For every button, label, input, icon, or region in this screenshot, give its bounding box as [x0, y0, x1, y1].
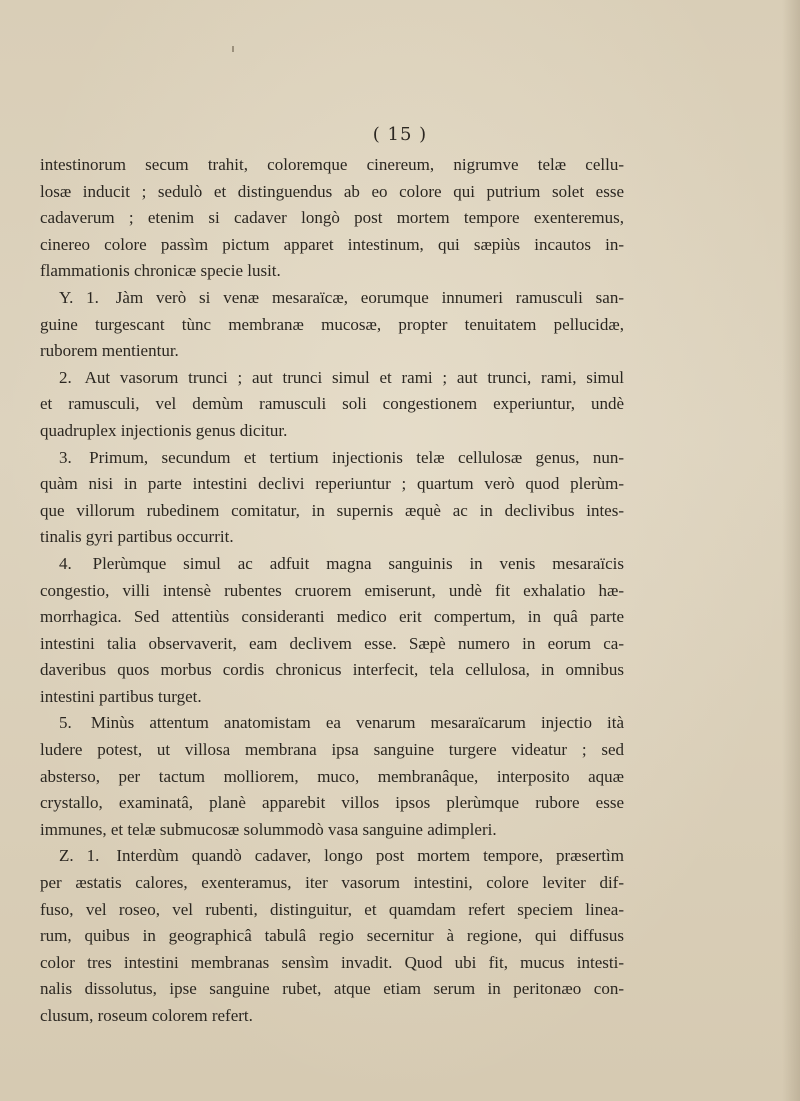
- line-text: color tres intestini membranas sensìm invadit. Quod ubi fit, mucus intesti-: [40, 952, 624, 972]
- line-text: nalis dissolutus, ipse sanguine rubet, atque etiam serum in peritonæo con-: [40, 979, 624, 999]
- paragraph-label: 2.: [59, 367, 72, 387]
- text-line: [40, 843, 624, 870]
- text-line: [40, 391, 624, 418]
- line-text: et ramusculi, vel demùm ramusculi soli congestionem experiuntur, undè: [40, 394, 624, 414]
- paragraph-label: Y. 1.: [59, 287, 99, 307]
- paragraph: [40, 152, 624, 285]
- text-line: [40, 152, 624, 179]
- line-text: per æstatis calores, exenteramus, iter vasorum intestini, colore leviter dif-: [40, 873, 624, 893]
- text-line: [40, 923, 624, 950]
- line-text: morrhagica. Sed attentiùs consideranti medico erit compertum, in quâ parte: [40, 607, 624, 627]
- line-text: losæ inducit ; sedulò et distinguendus ab eo colore qui putrium solet esse: [40, 181, 624, 201]
- paragraph-label: Z. 1.: [59, 846, 100, 866]
- text-line: [40, 258, 624, 285]
- text-line: [40, 498, 624, 525]
- text-line: [40, 817, 624, 844]
- text-line: [40, 578, 624, 605]
- line-text: quàm nisi in parte intestini declivi reperiuntur ; quartum verò quod plerùm-: [40, 474, 624, 494]
- line-text: intestinorum secum trahit, coloremque cinereum, nigrumve telæ cellu-: [40, 155, 624, 174]
- text-line: [40, 471, 624, 498]
- ink-speck: [232, 46, 234, 52]
- line-text: guine turgescant tùnc membranæ mucosæ, propter tenuitatem pellucidæ,: [40, 314, 624, 334]
- paragraph: [40, 843, 624, 1029]
- text-line: [40, 631, 624, 658]
- text-line: [40, 524, 624, 551]
- line-text: crystallo, examinatâ, planè apparebit villos ipsos plerùmque rubore esse: [40, 793, 624, 813]
- line-text: absterso, per tactum molliorem, muco, membranâque, interposito aquæ: [40, 766, 624, 786]
- line-text: Jàm verò si venæ mesaraïcæ, eorumque innumeri ramusculi san-: [115, 287, 624, 307]
- text-line: [40, 445, 624, 472]
- text-line: [40, 232, 624, 259]
- line-text: quadruplex injectionis genus dicitur.: [40, 420, 288, 440]
- line-text: tinalis gyri partibus occurrit.: [40, 527, 234, 547]
- text-line: [40, 338, 624, 365]
- line-text: clusum, roseum colorem refert.: [40, 1006, 253, 1025]
- text-line: [40, 205, 624, 232]
- text-line: [40, 897, 624, 924]
- paragraph-label: 5.: [59, 713, 72, 733]
- line-text: rum, quibus in geographicâ tabulâ regio secernitur à regione, qui diffusus: [40, 926, 624, 946]
- line-text: intestini talia observaverit, eam declivem esse. Sæpè numero in eorum ca-: [40, 633, 624, 653]
- line-text: fuso, vel roseo, vel rubenti, distinguitur, et quamdam refert speciem linea-: [40, 899, 624, 919]
- page-number: ( 15 ): [372, 124, 428, 145]
- paragraph: [40, 710, 624, 843]
- line-text: ruborem mentientur.: [40, 341, 179, 361]
- line-text: immunes, et telæ submucosæ solummodò vasa sanguine adimpleri.: [40, 819, 497, 839]
- line-text: Plerùmque simul ac adfuit magna sanguinis in venis mesaraïcis: [92, 553, 624, 573]
- text-line: [40, 657, 624, 684]
- line-text: Interdùm quandò cadaver, longo post mortem tempore, præsertìm: [116, 846, 625, 866]
- line-text: cadaverum ; etenim si cadaver longò post mortem tempore exenteremus,: [40, 208, 624, 228]
- text-line: [40, 179, 624, 206]
- text-line: [40, 870, 624, 897]
- text-line: [40, 285, 624, 312]
- line-text: Minùs attentum anatomistam ea venarum mesaraïcarum injectio ità: [90, 713, 625, 733]
- page-edge-shadow: [782, 0, 800, 1101]
- text-line: [40, 764, 624, 791]
- paragraph-label: 3.: [59, 447, 72, 467]
- text-line: [40, 604, 624, 631]
- paragraph: [40, 285, 624, 365]
- paragraph: [40, 551, 624, 711]
- text-line: [40, 418, 624, 445]
- paragraph: [40, 445, 624, 551]
- line-text: Primum, secundum et tertium injectionis telæ cellulosæ genus, nun-: [89, 447, 624, 467]
- line-text: daveribus quos morbus cordis chronicus interfecit, tela cellulosa, in omnibus: [40, 660, 624, 680]
- text-line: [40, 950, 624, 977]
- text-line: [40, 976, 624, 1003]
- line-text: cinereo colore passìm pictum apparet intestinum, qui sæpiùs incautos in-: [40, 234, 624, 254]
- line-text: ludere potest, ut villosa membrana ipsa sanguine turgere videatur ; sed: [40, 740, 624, 760]
- line-text: intestini partibus turget.: [40, 686, 202, 706]
- line-text: congestio, villi intensè rubentes cruorem emiserunt, undè fit exhalatio hæ-: [40, 580, 624, 600]
- text-line: [40, 551, 624, 578]
- text-line: [40, 790, 624, 817]
- line-text: Aut vasorum trunci ; aut trunci simul et rami ; aut trunci, rami, simul: [84, 367, 625, 387]
- text-line: [40, 365, 624, 392]
- line-text: flammationis chronicæ specie lusit.: [40, 261, 281, 281]
- text-line: [40, 312, 624, 339]
- text-line: [40, 1003, 624, 1030]
- body-text: [40, 152, 624, 1030]
- text-line: [40, 737, 624, 764]
- text-line: [40, 684, 624, 711]
- line-text: que villorum rubedinem comitatur, in supernis æquè ac in declivibus intes-: [40, 500, 624, 520]
- text-line: [40, 710, 624, 737]
- paragraph-label: 4.: [59, 553, 72, 573]
- paragraph: [40, 365, 624, 445]
